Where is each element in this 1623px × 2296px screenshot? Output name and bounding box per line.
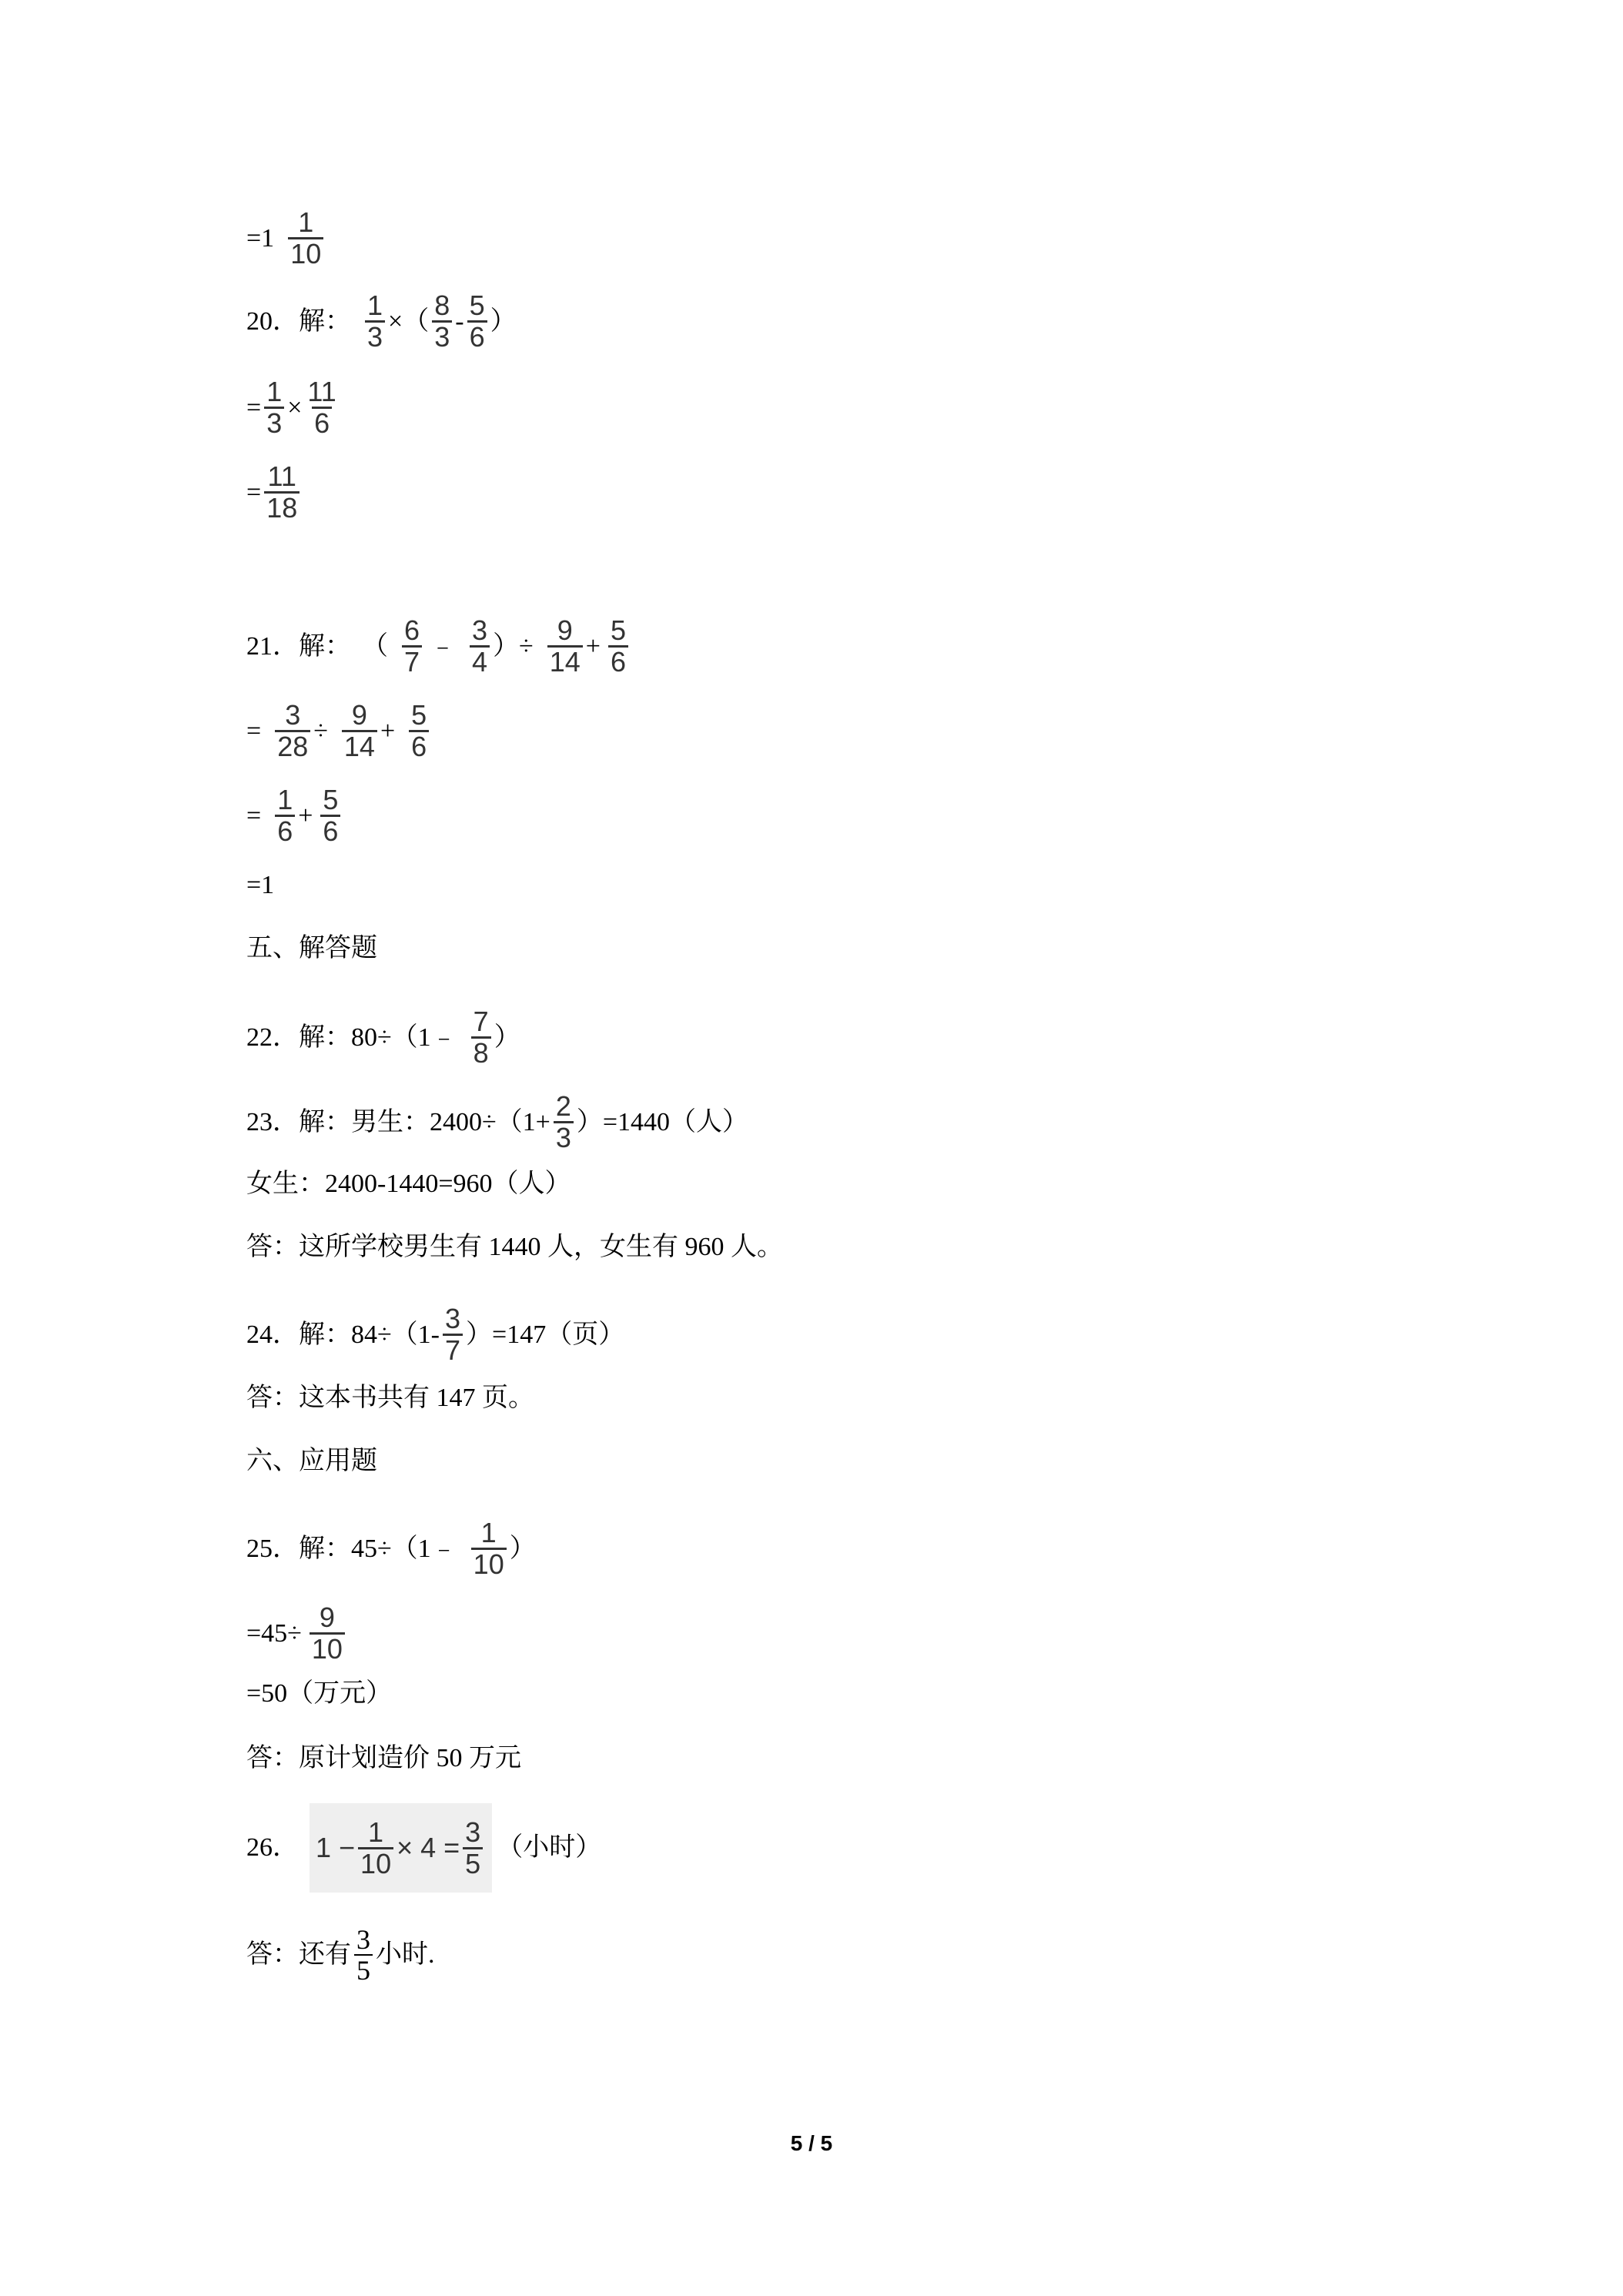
problem-26 — [246, 1803, 601, 1893]
denominator: 3 — [264, 407, 284, 438]
denominator: 10 — [358, 1847, 393, 1879]
operator: - — [455, 306, 464, 336]
fraction — [275, 785, 295, 846]
denominator: 3 — [554, 1121, 574, 1153]
answer-text: 答：还有 — [246, 1940, 351, 1969]
step-line — [246, 208, 326, 269]
numerator: 8 — [434, 290, 450, 321]
denominator: 3 — [432, 320, 452, 352]
denominator: 10 — [471, 1548, 507, 1579]
denominator: 5 — [354, 1954, 373, 1985]
step-line — [246, 1603, 348, 1664]
fraction — [365, 291, 385, 352]
denominator: 10 — [288, 237, 323, 269]
problem-label: 25．解：45÷（1﹣ — [246, 1534, 457, 1563]
answer-text: 答：原计划造价 50 万元 — [246, 1744, 521, 1772]
problem-label: 20．解： — [246, 306, 351, 336]
numerator: 5 — [411, 699, 427, 731]
problem-21 — [246, 616, 631, 677]
step-text: = — [246, 716, 262, 745]
formula-image — [310, 1803, 492, 1893]
operator: ﹣ — [430, 631, 457, 661]
numerator: 1 — [266, 376, 283, 407]
problem-25 — [246, 1518, 536, 1579]
step-line — [246, 701, 432, 761]
numerator: 3 — [472, 614, 488, 646]
formula-text: × 4 = — [397, 1832, 460, 1863]
numerator: 5 — [323, 784, 339, 815]
denominator: 14 — [547, 645, 583, 677]
fraction — [409, 701, 429, 761]
problem-label: 22．解：80÷（1﹣ — [246, 1022, 457, 1052]
fraction — [342, 701, 377, 761]
fraction — [471, 1007, 491, 1068]
fraction — [320, 785, 340, 846]
answer-text: 答：这本书共有 147 页。 — [246, 1384, 534, 1412]
step-text: = — [246, 801, 262, 830]
operator: ）=147（页） — [466, 1320, 625, 1349]
numerator: 11 — [267, 460, 296, 492]
problem-22 — [246, 1007, 520, 1068]
fraction — [264, 462, 300, 523]
section-heading — [246, 1446, 377, 1477]
step-text: =45÷ — [246, 1618, 302, 1648]
fraction — [443, 1304, 463, 1365]
denominator: 7 — [402, 645, 422, 677]
denominator: 8 — [471, 1036, 491, 1068]
answer-line — [246, 1743, 521, 1774]
operator: （ — [362, 631, 388, 661]
operator: + — [380, 716, 396, 745]
denominator: 14 — [342, 730, 377, 761]
step-line — [246, 785, 343, 846]
numerator: 9 — [319, 1602, 335, 1633]
numerator: 3 — [356, 1924, 370, 1955]
heading-text: 五、解答题 — [246, 934, 377, 962]
answer-line — [246, 1383, 534, 1414]
denominator: 6 — [320, 815, 340, 846]
numerator: 5 — [469, 290, 485, 321]
step-line — [246, 1169, 571, 1200]
fraction — [608, 616, 628, 677]
denominator: 6 — [275, 815, 295, 846]
denominator: 7 — [443, 1334, 463, 1365]
problem-label: 24．解：84÷（1- — [246, 1320, 440, 1349]
denominator: 18 — [264, 491, 300, 523]
denominator: 4 — [470, 645, 490, 677]
step-text: 女生：2400-1440=960（人） — [246, 1170, 571, 1198]
section-heading — [246, 933, 377, 964]
answer-line — [246, 1925, 435, 1985]
operator: + — [298, 801, 313, 830]
fraction — [471, 1518, 507, 1579]
numerator: 1 — [368, 1816, 384, 1848]
fraction — [402, 616, 422, 677]
fraction — [354, 1925, 373, 1985]
numerator: 6 — [404, 614, 420, 646]
numerator: 3 — [444, 1303, 461, 1334]
fraction — [470, 616, 490, 677]
denominator: 5 — [463, 1847, 483, 1879]
operator: ÷ — [313, 716, 328, 745]
numerator: 7 — [473, 1006, 489, 1037]
step-line — [246, 377, 342, 438]
numerator: 3 — [285, 699, 301, 731]
fraction — [310, 1603, 345, 1664]
numerator: 1 — [367, 290, 383, 321]
denominator: 6 — [608, 645, 628, 677]
fraction — [275, 701, 310, 761]
fraction — [547, 616, 583, 677]
problem-24 — [246, 1304, 624, 1365]
answer-text: 答：这所学校男生有 1440 人，女生有 960 人。 — [246, 1233, 783, 1261]
unit-text: （小时） — [497, 1833, 602, 1862]
problem-label: 26． — [246, 1833, 299, 1862]
step-line — [246, 870, 274, 901]
numerator: 3 — [465, 1816, 481, 1848]
operator: + — [585, 631, 601, 661]
heading-text: 六、应用题 — [246, 1447, 377, 1475]
denominator: 6 — [409, 730, 429, 761]
problem-23 — [246, 1092, 748, 1153]
numerator: 2 — [555, 1090, 571, 1122]
numerator: 1 — [277, 784, 293, 815]
problem-label: 21．解： — [246, 631, 351, 661]
operator: × — [287, 393, 303, 422]
fraction — [463, 1818, 483, 1879]
numerator: 1 — [480, 1517, 497, 1548]
denominator: 6 — [467, 320, 487, 352]
fraction — [288, 208, 323, 269]
denominator: 3 — [365, 320, 385, 352]
fraction — [358, 1818, 393, 1879]
fraction — [467, 291, 487, 352]
numerator: 1 — [298, 206, 314, 238]
page-number: 5 / 5 — [790, 2131, 833, 2155]
numerator: 11 — [307, 376, 336, 407]
step-text: = — [246, 393, 262, 422]
step-text: =50（万元） — [246, 1679, 393, 1708]
problem-20 — [246, 291, 517, 352]
operator: ×（ — [388, 306, 430, 336]
denominator: 28 — [275, 730, 310, 761]
formula-text: 1 − — [316, 1832, 356, 1863]
answer-line — [246, 1232, 783, 1263]
step-line — [246, 1678, 392, 1709]
operator: ）=1440（人） — [576, 1107, 749, 1136]
numerator: 9 — [557, 614, 573, 646]
step-text: =1 — [246, 871, 275, 899]
step-text: =1 — [246, 223, 275, 253]
operator: ） — [490, 306, 517, 336]
operator: ） — [509, 1534, 536, 1563]
step-line — [246, 462, 303, 523]
fraction — [305, 377, 338, 438]
fraction — [554, 1092, 574, 1153]
operator: ）÷ — [493, 631, 534, 661]
fraction — [264, 377, 284, 438]
fraction — [432, 291, 452, 352]
problem-label: 23．解：男生：2400÷（1+ — [246, 1107, 550, 1136]
step-text: = — [246, 477, 262, 507]
numerator: 5 — [610, 614, 626, 646]
numerator: 9 — [351, 699, 367, 731]
denominator: 6 — [312, 407, 332, 438]
operator: ） — [494, 1022, 520, 1052]
answer-text: 小时. — [376, 1940, 435, 1969]
denominator: 10 — [310, 1632, 345, 1664]
